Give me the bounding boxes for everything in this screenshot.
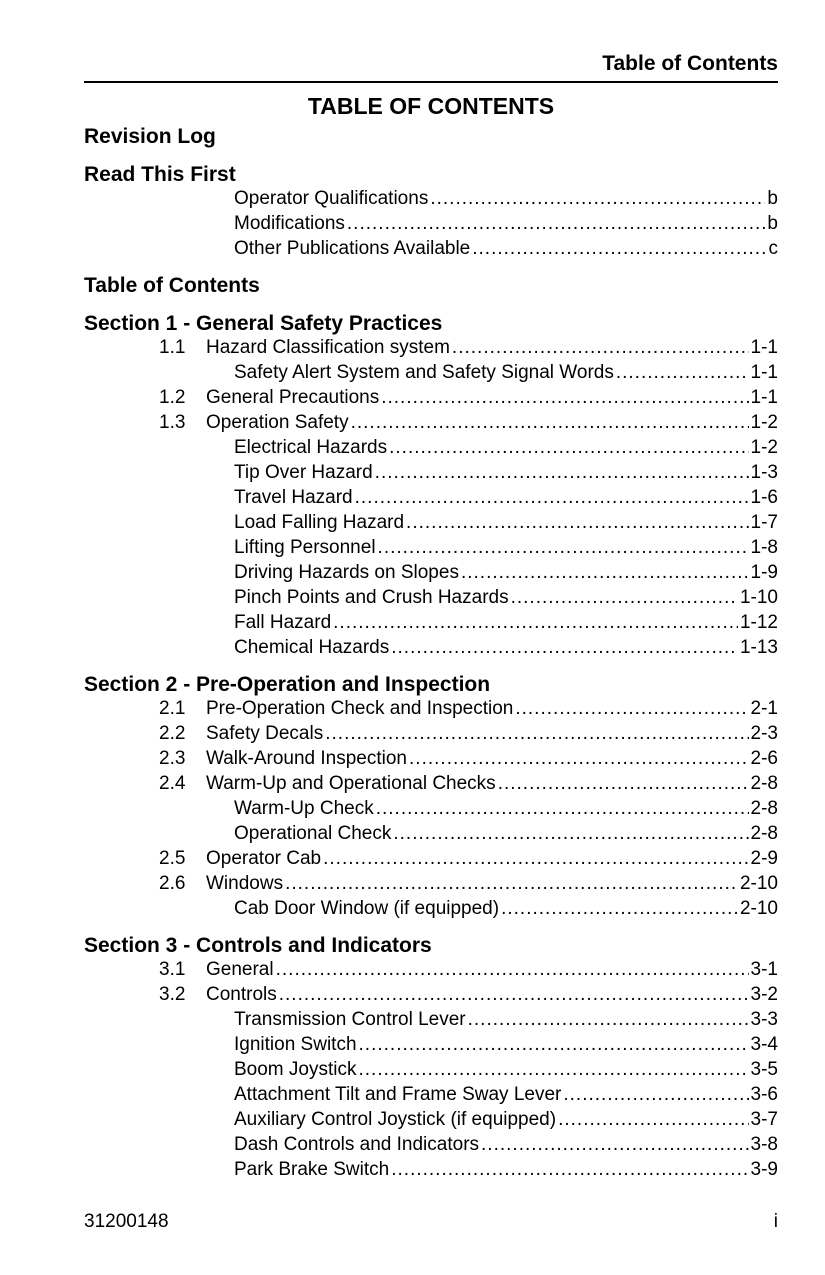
toc-entry-label: Fall Hazard — [234, 612, 332, 633]
toc-entry-page: c — [768, 238, 778, 259]
toc-entry-label: Ignition Switch — [234, 1034, 357, 1055]
dot-leader — [355, 487, 749, 509]
toc-entry[interactable] — [84, 213, 778, 235]
running-header-title: Table of Contents — [602, 52, 778, 75]
toc-entry-page: 1-1 — [750, 387, 778, 408]
toc-entry-page: 1-6 — [750, 487, 778, 508]
toc-entry-label: General — [206, 959, 274, 980]
toc-entry-page: 3-5 — [750, 1059, 778, 1080]
dot-leader — [381, 387, 748, 409]
dot-leader — [376, 798, 749, 820]
page-title: TABLE OF CONTENTS — [307, 93, 555, 119]
toc-entry[interactable] — [84, 437, 778, 459]
dot-leader — [515, 698, 748, 720]
toc-entry-label: Load Falling Hazard — [234, 512, 405, 533]
dot-leader — [323, 848, 748, 870]
toc-entry-number: 2.6 — [159, 873, 186, 894]
toc-entry-page: 1-12 — [739, 612, 778, 633]
toc-entry[interactable] — [84, 798, 778, 820]
toc-entry-label: Other Publications Available — [234, 238, 471, 259]
page-number: i — [773, 1211, 778, 1232]
toc-entry-label: Driving Hazards on Slopes — [234, 562, 459, 583]
toc-entry-page: 3-9 — [750, 1159, 778, 1180]
toc-entry-label: Safety Decals — [206, 723, 324, 744]
toc-entry[interactable] — [84, 959, 778, 981]
toc-entry[interactable] — [84, 587, 778, 609]
toc-entry[interactable] — [84, 337, 778, 359]
toc-entry[interactable] — [84, 873, 778, 895]
dot-leader — [468, 1009, 749, 1031]
toc-entry-number: 2.1 — [159, 698, 186, 719]
dot-leader — [276, 959, 749, 981]
toc-entry-page: 3-1 — [750, 959, 778, 980]
toc-entry[interactable] — [84, 898, 778, 920]
toc-entry-page: 1-10 — [739, 587, 778, 608]
toc-entry[interactable] — [84, 238, 778, 260]
document-number: 31200148 — [84, 1211, 169, 1232]
dot-leader — [389, 437, 748, 459]
toc-entry-label: Operation Safety — [206, 412, 349, 433]
toc-entry-label: Operator Qualifications — [234, 188, 429, 209]
toc-entry-page: 1-8 — [750, 537, 778, 558]
toc-section-heading[interactable]: Read This First — [84, 163, 236, 186]
toc-entry-page: 3-7 — [750, 1109, 778, 1130]
toc-entry-page: 1-1 — [750, 337, 778, 358]
toc-entry-number: 2.5 — [159, 848, 186, 869]
toc-entry-page: 1-2 — [750, 412, 778, 433]
toc-entry[interactable] — [84, 412, 778, 434]
toc-entry[interactable] — [84, 1009, 778, 1031]
toc-entry[interactable] — [84, 387, 778, 409]
toc-entry[interactable] — [84, 1034, 778, 1056]
toc-entry-label: Travel Hazard — [234, 487, 353, 508]
dot-leader — [430, 188, 765, 210]
toc-entry[interactable] — [84, 984, 778, 1006]
toc-section-heading[interactable]: Table of Contents — [84, 274, 260, 297]
toc-entry-label: Controls — [206, 984, 277, 1005]
toc-entry-label: Auxiliary Control Joystick (if equipped) — [234, 1109, 557, 1130]
toc-entry[interactable] — [84, 1159, 778, 1181]
toc-entry-page: b — [767, 213, 778, 234]
toc-entry-label: Park Brake Switch — [234, 1159, 390, 1180]
toc-entry-page: 2-9 — [750, 848, 778, 869]
toc-entry-label: Lifting Personnel — [234, 537, 376, 558]
toc-entry-label: Hazard Classification system — [206, 337, 450, 358]
toc-entry-label: Warm-Up Check — [234, 798, 374, 819]
toc-entry[interactable] — [84, 512, 778, 534]
toc-entry-label: Warm-Up and Operational Checks — [206, 773, 496, 794]
toc-entry-number: 3.1 — [159, 959, 186, 980]
toc-entry-number: 1.1 — [159, 337, 186, 358]
toc-entry-page: b — [767, 188, 778, 209]
toc-entry[interactable] — [84, 612, 778, 634]
toc-entry-page: 2-3 — [750, 723, 778, 744]
toc-entry-page: 3-3 — [750, 1009, 778, 1030]
toc-entry-number: 1.3 — [159, 412, 186, 433]
toc-entry-label: Pre-Operation Check and Inspection — [206, 698, 514, 719]
toc-entry-page: 2-1 — [750, 698, 778, 719]
toc-entry-label: Walk-Around Inspection — [206, 748, 408, 769]
toc-entry[interactable] — [84, 823, 778, 845]
toc-entry-number: 1.2 — [159, 387, 186, 408]
toc-entry-number: 2.2 — [159, 723, 186, 744]
toc-entry-page: 3-2 — [750, 984, 778, 1005]
header-rule — [84, 81, 778, 83]
toc-entry[interactable] — [84, 848, 778, 870]
toc-entry[interactable] — [84, 1134, 778, 1156]
dot-leader — [616, 362, 749, 384]
toc-entry-label: Chemical Hazards — [234, 637, 390, 658]
toc-entry-label: Safety Alert System and Safety Signal Words — [234, 362, 614, 383]
toc-entry[interactable] — [84, 748, 778, 770]
toc-section-heading[interactable]: Section 3 - Controls and Indicators — [84, 934, 432, 957]
dot-leader — [393, 823, 748, 845]
dot-leader — [391, 1159, 748, 1181]
dot-leader — [391, 637, 738, 659]
toc-entry-label: Windows — [206, 873, 284, 894]
toc-entry[interactable] — [84, 537, 778, 559]
toc-entry[interactable] — [84, 698, 778, 720]
dot-leader — [461, 562, 749, 584]
toc-entry-label: Boom Joystick — [234, 1059, 357, 1080]
toc-entry-page: 1-13 — [739, 637, 778, 658]
toc-section-heading[interactable]: Revision Log — [84, 125, 216, 148]
toc-entry[interactable] — [84, 487, 778, 509]
dot-leader — [472, 238, 766, 260]
toc-section-heading[interactable]: Section 2 - Pre-Operation and Inspection — [84, 673, 491, 696]
toc-entry[interactable] — [84, 1084, 778, 1106]
toc-entry-page: 1-2 — [750, 437, 778, 458]
toc-entry-label: Transmission Control Lever — [234, 1009, 466, 1030]
toc-entry[interactable] — [84, 723, 778, 745]
dot-leader — [481, 1134, 749, 1156]
toc-entry-label: General Precautions — [206, 387, 380, 408]
dot-leader — [358, 1059, 748, 1081]
toc-entry-label: Operational Check — [234, 823, 392, 844]
toc-entry[interactable] — [84, 462, 778, 484]
toc-entry[interactable] — [84, 773, 778, 795]
toc-entry-page: 2-8 — [750, 773, 778, 794]
dot-leader — [325, 723, 748, 745]
dot-leader — [498, 773, 749, 795]
dot-leader — [333, 612, 738, 634]
toc-entry-label: Operator Cab — [206, 848, 322, 869]
dot-leader — [558, 1109, 748, 1131]
toc-entry-page: 2-6 — [750, 748, 778, 769]
dot-leader — [347, 213, 766, 235]
toc-entry-page: 2-8 — [750, 798, 778, 819]
toc-entry-page: 3-6 — [750, 1084, 778, 1105]
toc-entry-page: 2-10 — [739, 873, 778, 894]
toc-entry-number: 2.3 — [159, 748, 186, 769]
dot-leader — [359, 1034, 749, 1056]
toc-entry-number: 3.2 — [159, 984, 186, 1005]
dot-leader — [351, 412, 749, 434]
toc-entry[interactable] — [84, 637, 778, 659]
dot-leader — [285, 873, 738, 895]
dot-leader — [563, 1084, 748, 1106]
toc-entry-page: 2-8 — [750, 823, 778, 844]
dot-leader — [406, 512, 748, 534]
toc-entry-page: 1-1 — [750, 362, 778, 383]
toc-section-heading[interactable]: Section 1 - General Safety Practices — [84, 312, 443, 335]
toc-entry-label: Pinch Points and Crush Hazards — [234, 587, 509, 608]
toc-entry-page: 1-7 — [750, 512, 778, 533]
dot-leader — [511, 587, 738, 609]
dot-leader — [409, 748, 749, 770]
toc-entry[interactable] — [84, 1059, 778, 1081]
toc-entry-page: 1-9 — [750, 562, 778, 583]
toc-entry-label: Tip Over Hazard — [234, 462, 373, 483]
dot-leader — [501, 898, 738, 920]
dot-leader — [279, 984, 749, 1006]
toc-entry-page: 2-10 — [739, 898, 778, 919]
toc-entry[interactable] — [84, 1109, 778, 1131]
toc-entry-page: 3-8 — [750, 1134, 778, 1155]
toc-entry[interactable] — [84, 188, 778, 210]
toc-entry-label: Cab Door Window (if equipped) — [234, 898, 500, 919]
toc-entry-page: 1-3 — [750, 462, 778, 483]
dot-leader — [375, 462, 749, 484]
toc-entry-page: 3-4 — [750, 1034, 778, 1055]
toc-entry-label: Dash Controls and Indicators — [234, 1134, 480, 1155]
toc-entry-label: Modifications — [234, 213, 345, 234]
dot-leader — [378, 537, 749, 559]
toc-entry[interactable] — [84, 562, 778, 584]
toc-entry-number: 2.4 — [159, 773, 186, 794]
dot-leader — [452, 337, 749, 359]
toc-entry[interactable] — [84, 362, 778, 384]
toc-entry-label: Attachment Tilt and Frame Sway Lever — [234, 1084, 562, 1105]
toc-entry-label: Electrical Hazards — [234, 437, 388, 458]
